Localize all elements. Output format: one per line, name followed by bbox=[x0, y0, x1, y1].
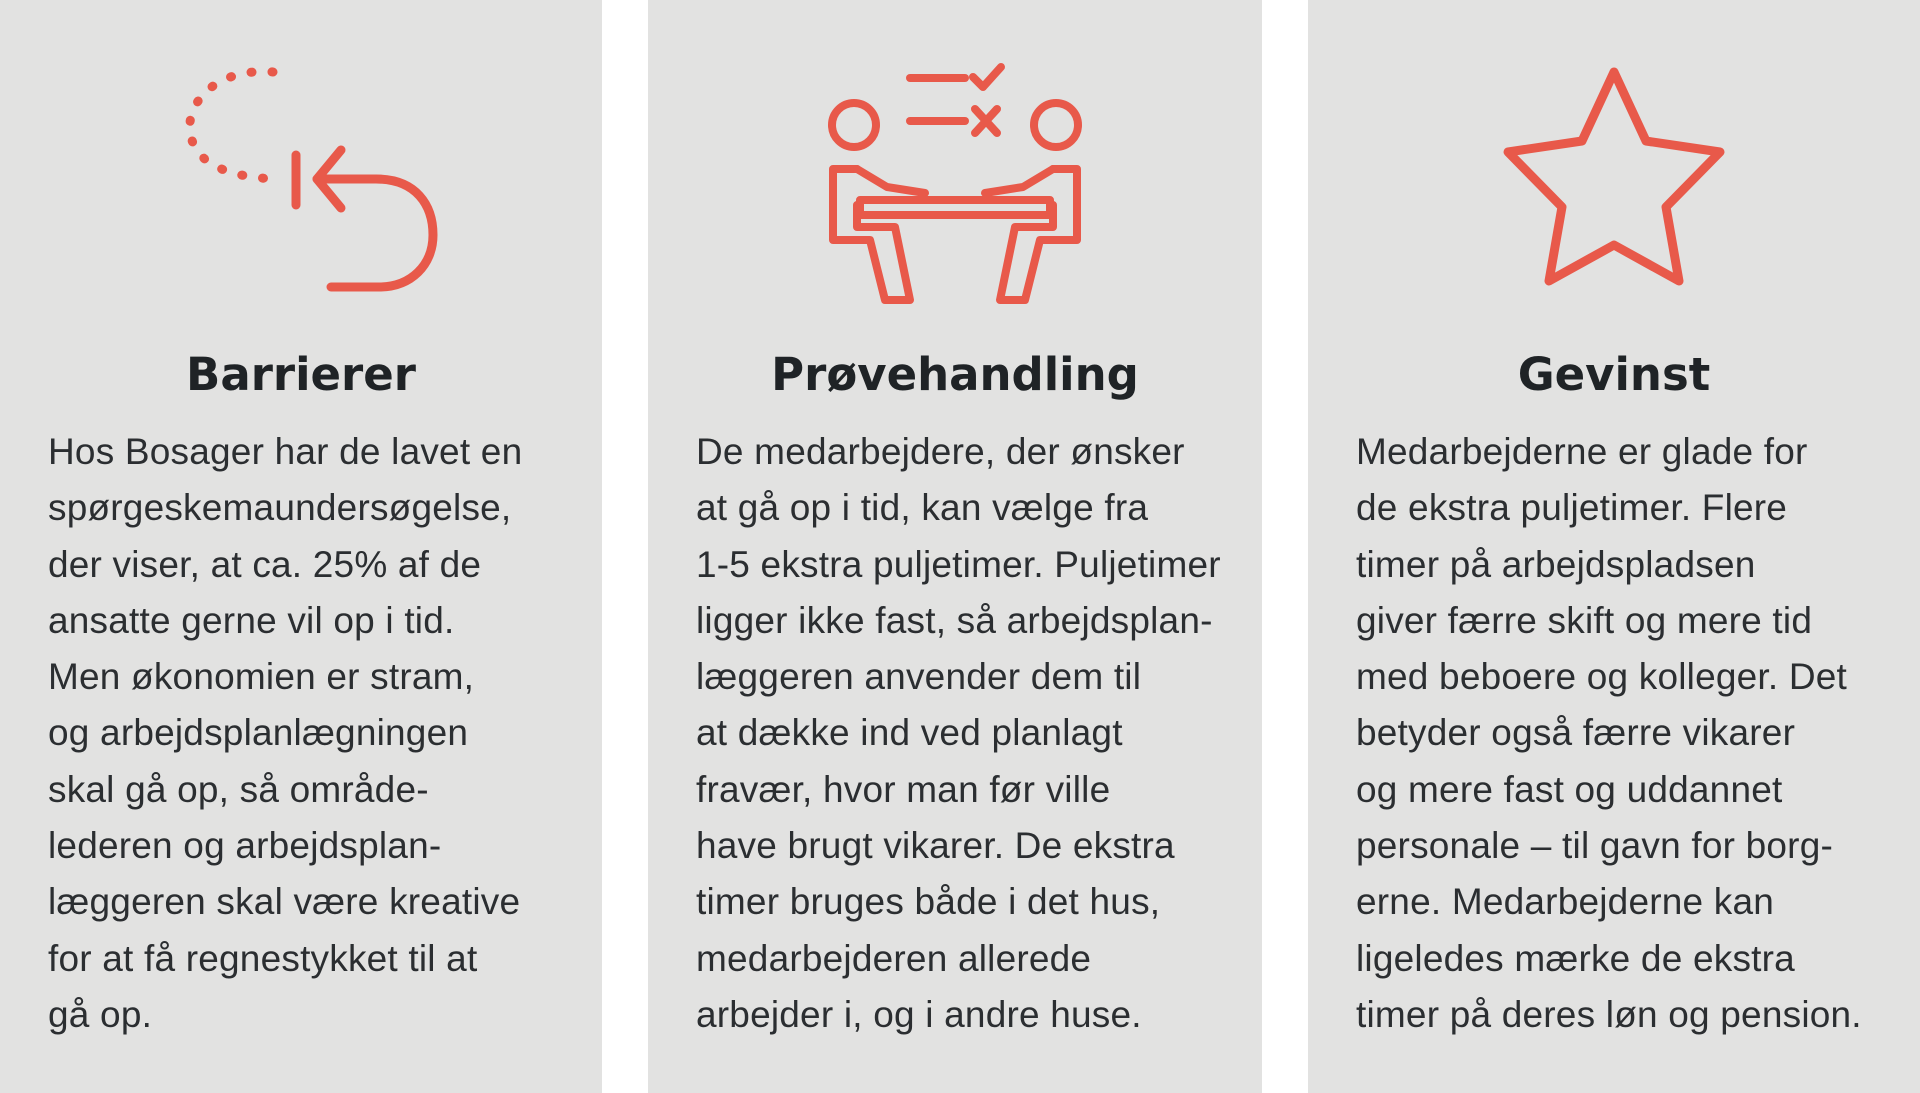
body-line: skal gå op, så område- bbox=[48, 768, 429, 810]
body-line: for at få regnestykket til at bbox=[48, 937, 478, 979]
body-line: 1-5 ekstra puljetimer. Puljetimer bbox=[696, 543, 1221, 585]
body-line: have brugt vikarer. De ekstra bbox=[696, 825, 1175, 867]
body-line: timer på deres løn og pension. bbox=[1356, 993, 1862, 1035]
body-line: læggeren anvender dem til bbox=[696, 656, 1142, 698]
body-line: Hos Bosager har de lavet en bbox=[48, 431, 523, 472]
card-provehandling bbox=[648, 0, 1262, 1093]
body-line: medarbejderen allerede bbox=[696, 937, 1092, 979]
card-body bbox=[696, 424, 1221, 1043]
body-line: fravær, hvor man før ville bbox=[696, 768, 1111, 810]
card-title: Gevinst bbox=[1517, 348, 1711, 401]
card-body bbox=[1356, 424, 1876, 1043]
body-line: der viser, at ca. 25% af de bbox=[48, 543, 482, 585]
body-line: ligeledes mærke de ekstra bbox=[1356, 937, 1795, 979]
body-line: gå op. bbox=[48, 993, 153, 1035]
negotiation-table-icon bbox=[648, 55, 1262, 315]
body-line: at gå op i tid, kan vælge fra bbox=[696, 487, 1149, 529]
body-line: læggeren skal være kreative bbox=[48, 881, 521, 923]
body-line: De medarbejdere, der ønsker bbox=[696, 431, 1185, 472]
u-turn-arrow-icon bbox=[0, 55, 602, 315]
body-line: Men økonomien er stram, bbox=[48, 656, 475, 698]
body-line: med beboere og kolleger. Det bbox=[1356, 656, 1848, 698]
body-line: de ekstra puljetimer. Flere bbox=[1356, 487, 1788, 529]
body-line: giver færre skift og mere tid bbox=[1356, 599, 1813, 641]
body-line: arbejder i, og i andre huse. bbox=[696, 993, 1142, 1035]
card-barrierer bbox=[0, 0, 602, 1093]
body-line: ligger ikke fast, så arbejdsplan- bbox=[696, 599, 1213, 641]
body-line: ansatte gerne vil op i tid. bbox=[48, 599, 455, 641]
body-line: spørgeskemaundersøgelse, bbox=[48, 487, 512, 529]
body-line: timer på arbejdspladsen bbox=[1356, 543, 1756, 585]
body-line: og mere fast og uddannet bbox=[1356, 768, 1783, 810]
card-title: Prøvehandling bbox=[771, 348, 1139, 401]
body-line: personale – til gavn for borg- bbox=[1356, 825, 1833, 867]
body-line: timer bruges både i det hus, bbox=[696, 881, 1161, 923]
card-title: Barrierer bbox=[186, 348, 416, 401]
body-line: lederen og arbejdsplan- bbox=[48, 825, 442, 867]
body-line: erne. Medarbejderne kan bbox=[1356, 881, 1775, 923]
star-icon bbox=[1308, 55, 1920, 315]
body-line: betyder også færre vikarer bbox=[1356, 712, 1796, 754]
body-line: og arbejdsplanlægningen bbox=[48, 712, 469, 754]
body-line: Medarbejderne er glade for bbox=[1356, 431, 1808, 472]
card-gevinst bbox=[1308, 0, 1920, 1093]
body-line: at dække ind ved planlagt bbox=[696, 712, 1123, 754]
card-body bbox=[48, 424, 568, 1043]
